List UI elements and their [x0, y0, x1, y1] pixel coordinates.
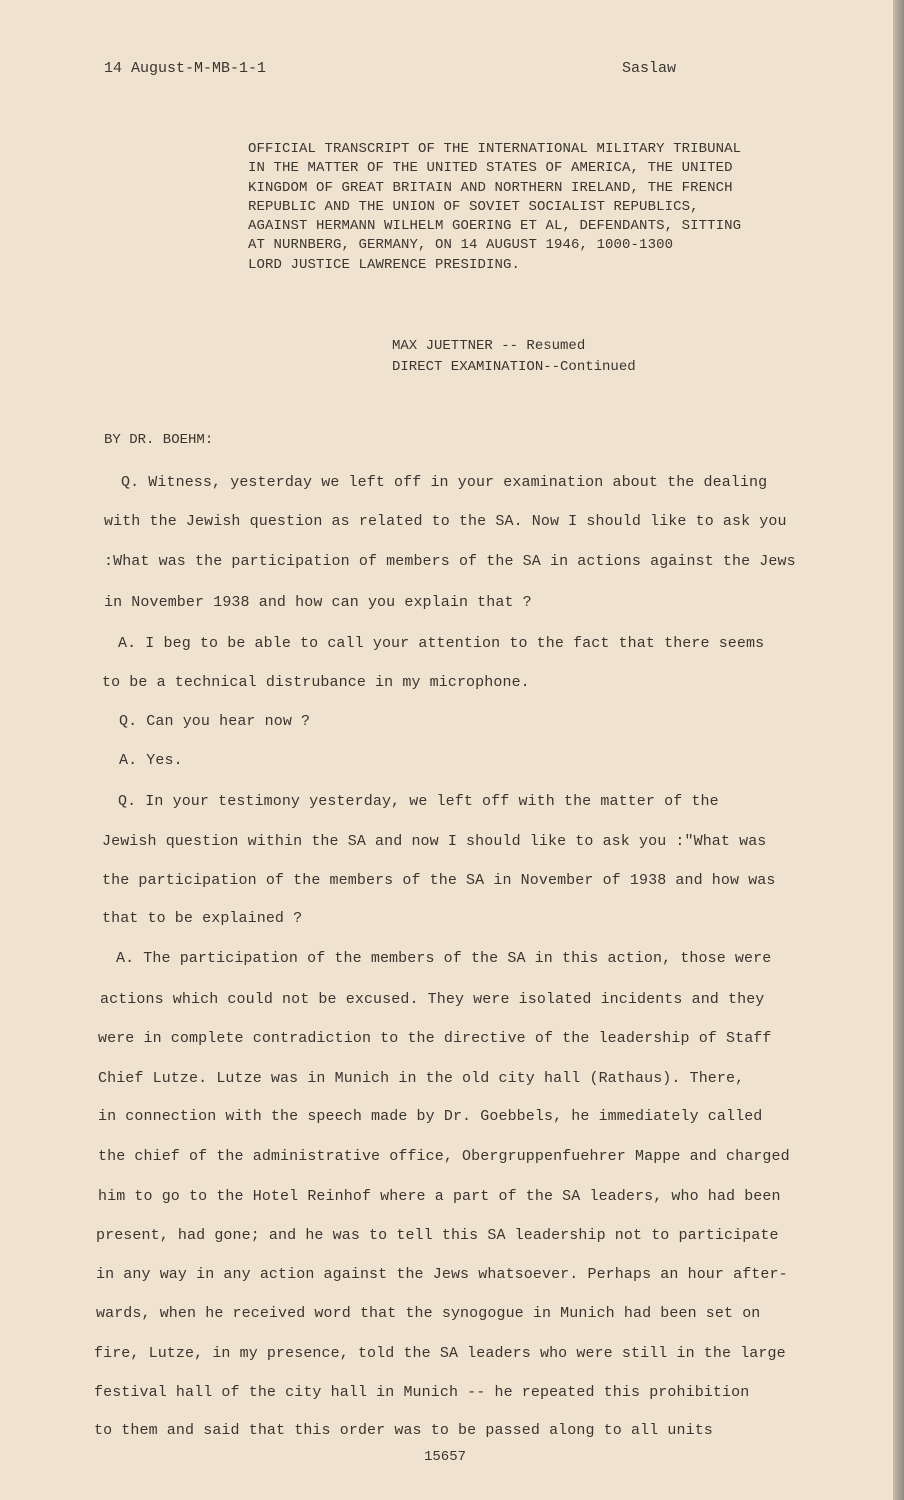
body-line: Q. Can you hear now ? — [119, 713, 311, 730]
body-line: to be a technical distrubance in my microphone. — [102, 674, 530, 691]
body-line: the participation of the members of the SA in November of 1938 and how was — [102, 872, 776, 889]
body-line: with the Jewish question as related to the SA. Now I should like to ask you — [104, 513, 787, 530]
caption-line: KINGDOM OF GREAT BRITAIN AND NORTHERN IRELAND, THE FRENCH — [248, 179, 733, 196]
body-line: Q. Witness, yesterday we left off in your examination about the dealing — [121, 474, 768, 491]
body-line: :What was the participation of members of the SA in actions against the Jews — [104, 553, 796, 570]
body-line: wards, when he received word that the synogogue in Munich had been set on — [96, 1305, 761, 1322]
body-line: that to be explained ? — [102, 910, 303, 927]
body-line: were in complete contradiction to the directive of the leadership of Staff — [98, 1030, 772, 1047]
body-line: A. I beg to be able to call your attention to the fact that there seems — [118, 635, 765, 652]
page-edge — [893, 0, 904, 1500]
body-line: actions which could not be excused. They were isolated incidents and they — [100, 991, 765, 1008]
body-line: fire, Lutze, in my presence, told the SA leaders who were still in the large — [94, 1345, 786, 1362]
body-line: him to go to the Hotel Reinhof where a part of the SA leaders, who had been — [98, 1188, 781, 1205]
caption-line: IN THE MATTER OF THE UNITED STATES OF AMERICA, THE UNITED — [248, 160, 733, 177]
document-reference: 14 August-M-MB-1-1 — [104, 60, 267, 77]
caption-line: REPUBLIC AND THE UNION OF SOVIET SOCIALIST REPUBLICS, — [248, 198, 699, 215]
examination-type: DIRECT EXAMINATION--Continued — [392, 359, 636, 375]
caption-line: AGAINST HERMANN WILHELM GOERING ET AL, DEFENDANTS, SITTING — [248, 218, 742, 235]
body-line: Jewish question within the SA and now I should like to ask you :"What was — [102, 833, 767, 850]
body-line: A. Yes. — [119, 752, 183, 769]
body-line: Chief Lutze. Lutze was in Munich in the old city hall (Rathaus). There, — [98, 1070, 745, 1087]
body-line: in November 1938 and how can you explain that ? — [104, 594, 532, 611]
examiner-label: BY DR. BOEHM: — [104, 432, 214, 448]
body-line: festival hall of the city hall in Munich -- he repeated this prohibition — [94, 1384, 750, 1401]
body-line: A. The participation of the members of the SA in this action, those were — [116, 950, 772, 967]
reporter-name: Saslaw — [622, 60, 677, 77]
body-line: to them and said that this order was to be passed along to all units — [94, 1422, 713, 1439]
caption-line: AT NURNBERG, GERMANY, ON 14 AUGUST 1946, 1000-1300 — [248, 237, 674, 254]
body-line: in any way in any action against the Jews whatsoever. Perhaps an hour after- — [96, 1266, 788, 1283]
witness-heading — [392, 336, 636, 378]
body-line: present, had gone; and he was to tell this SA leadership not to participate — [96, 1227, 779, 1244]
body-line: in connection with the speech made by Dr. Goebbels, he immediately called — [98, 1108, 763, 1125]
page-number: 15657 — [424, 1449, 467, 1465]
caption-line: OFFICIAL TRANSCRIPT OF THE INTERNATIONAL MILITARY TRIBUNAL — [248, 141, 742, 157]
transcript-caption — [248, 140, 848, 275]
caption-line: LORD JUSTICE LAWRENCE PRESIDING. — [248, 256, 521, 273]
body-line: the chief of the administrative office, Obergruppenfuehrer Mappe and charged — [98, 1148, 790, 1165]
witness-name: MAX JUETTNER -- Resumed — [392, 338, 586, 354]
body-line: Q. In your testimony yesterday, we left off with the matter of the — [118, 793, 719, 810]
